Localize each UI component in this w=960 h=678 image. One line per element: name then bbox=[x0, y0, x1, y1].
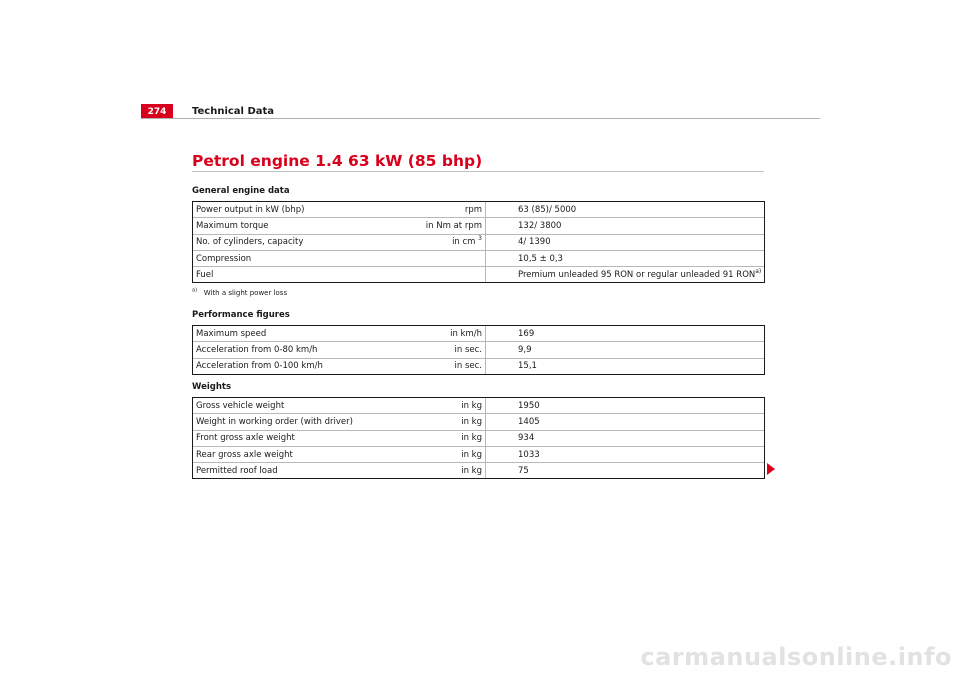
table-row bbox=[193, 342, 765, 358]
spec-name: Rear gross axle weight bbox=[193, 446, 400, 462]
spec-unit: rpm bbox=[399, 202, 486, 218]
spec-unit bbox=[399, 234, 486, 250]
spec-name: Weight in working order (with driver) bbox=[193, 414, 400, 430]
spec-unit: in kg bbox=[399, 446, 486, 462]
table-row bbox=[193, 414, 765, 430]
page-title: Petrol engine 1.4 63 kW (85 bhp) bbox=[192, 152, 483, 170]
spec-value: 75 bbox=[486, 463, 765, 479]
spec-unit: in kg bbox=[399, 463, 486, 479]
spec-value: 1033 bbox=[486, 446, 765, 462]
spec-name: No. of cylinders, capacity bbox=[193, 234, 400, 250]
table-row bbox=[193, 398, 765, 414]
weights-heading: Weights bbox=[192, 382, 232, 392]
spec-value: 934 bbox=[486, 430, 765, 446]
general-engine-data-table bbox=[192, 201, 765, 283]
spec-unit bbox=[399, 250, 486, 266]
watermark: carmanualsonline.info bbox=[640, 643, 952, 671]
table-row bbox=[193, 218, 765, 234]
spec-name: Fuel bbox=[193, 267, 400, 283]
footnote-text: With a slight power loss bbox=[203, 289, 288, 297]
spec-unit: in km/h bbox=[399, 326, 486, 342]
general-engine-data-heading: General engine data bbox=[192, 186, 290, 196]
footnote bbox=[192, 288, 287, 298]
spec-unit: in kg bbox=[399, 414, 486, 430]
spec-value-text: Premium unleaded 95 RON or regular unleaded 91 RON bbox=[518, 269, 756, 280]
spec-name: Maximum torque bbox=[193, 218, 400, 234]
table-row bbox=[193, 250, 765, 266]
table-row bbox=[193, 267, 765, 283]
spec-name: Compression bbox=[193, 250, 400, 266]
spec-name: Maximum speed bbox=[193, 326, 400, 342]
table-row bbox=[193, 358, 765, 374]
spec-value: 1950 bbox=[486, 398, 765, 414]
spec-name: Gross vehicle weight bbox=[193, 398, 400, 414]
header-divider bbox=[141, 118, 820, 119]
table-row bbox=[193, 446, 765, 462]
spec-value: 63 (85)/ 5000 bbox=[486, 202, 765, 218]
spec-value: 15,1 bbox=[486, 358, 765, 374]
spec-unit: in kg bbox=[399, 398, 486, 414]
spec-value: 9,9 bbox=[486, 342, 765, 358]
title-divider bbox=[192, 171, 764, 172]
weights-table bbox=[192, 397, 765, 479]
performance-figures-heading: Performance figures bbox=[192, 310, 290, 320]
spec-unit: in Nm at rpm bbox=[399, 218, 486, 234]
table-row bbox=[193, 430, 765, 446]
table-row bbox=[193, 234, 765, 250]
triangle-right-icon bbox=[767, 463, 775, 475]
spec-unit: in kg bbox=[399, 430, 486, 446]
spec-name: Acceleration from 0-80 km/h bbox=[193, 342, 400, 358]
table-row bbox=[193, 463, 765, 479]
spec-value: 1405 bbox=[486, 414, 765, 430]
spec-value: 169 bbox=[486, 326, 765, 342]
spec-value: 132/ 3800 bbox=[486, 218, 765, 234]
footnote-reference: a) bbox=[755, 268, 762, 275]
footnote-mark: a) bbox=[192, 287, 198, 294]
spec-name: Front gross axle weight bbox=[193, 430, 400, 446]
spec-value: 10,5 ± 0,3 bbox=[486, 250, 765, 266]
superscript: 3 bbox=[478, 235, 482, 243]
spec-name: Power output in kW (bhp) bbox=[193, 202, 400, 218]
spec-unit: in sec. bbox=[399, 342, 486, 358]
spec-name: Permitted roof load bbox=[193, 463, 400, 479]
spec-value: 4/ 1390 bbox=[486, 234, 765, 250]
spec-unit bbox=[399, 267, 486, 283]
spec-name: Acceleration from 0-100 km/h bbox=[193, 358, 400, 374]
table-row bbox=[193, 202, 765, 218]
spec-value bbox=[486, 267, 765, 283]
header-section-title: Technical Data bbox=[192, 106, 275, 117]
table-row bbox=[193, 326, 765, 342]
spec-unit-text: in cm bbox=[452, 237, 476, 248]
performance-figures-table bbox=[192, 325, 765, 375]
spec-unit: in sec. bbox=[399, 358, 486, 374]
page-number: 274 bbox=[141, 104, 173, 119]
